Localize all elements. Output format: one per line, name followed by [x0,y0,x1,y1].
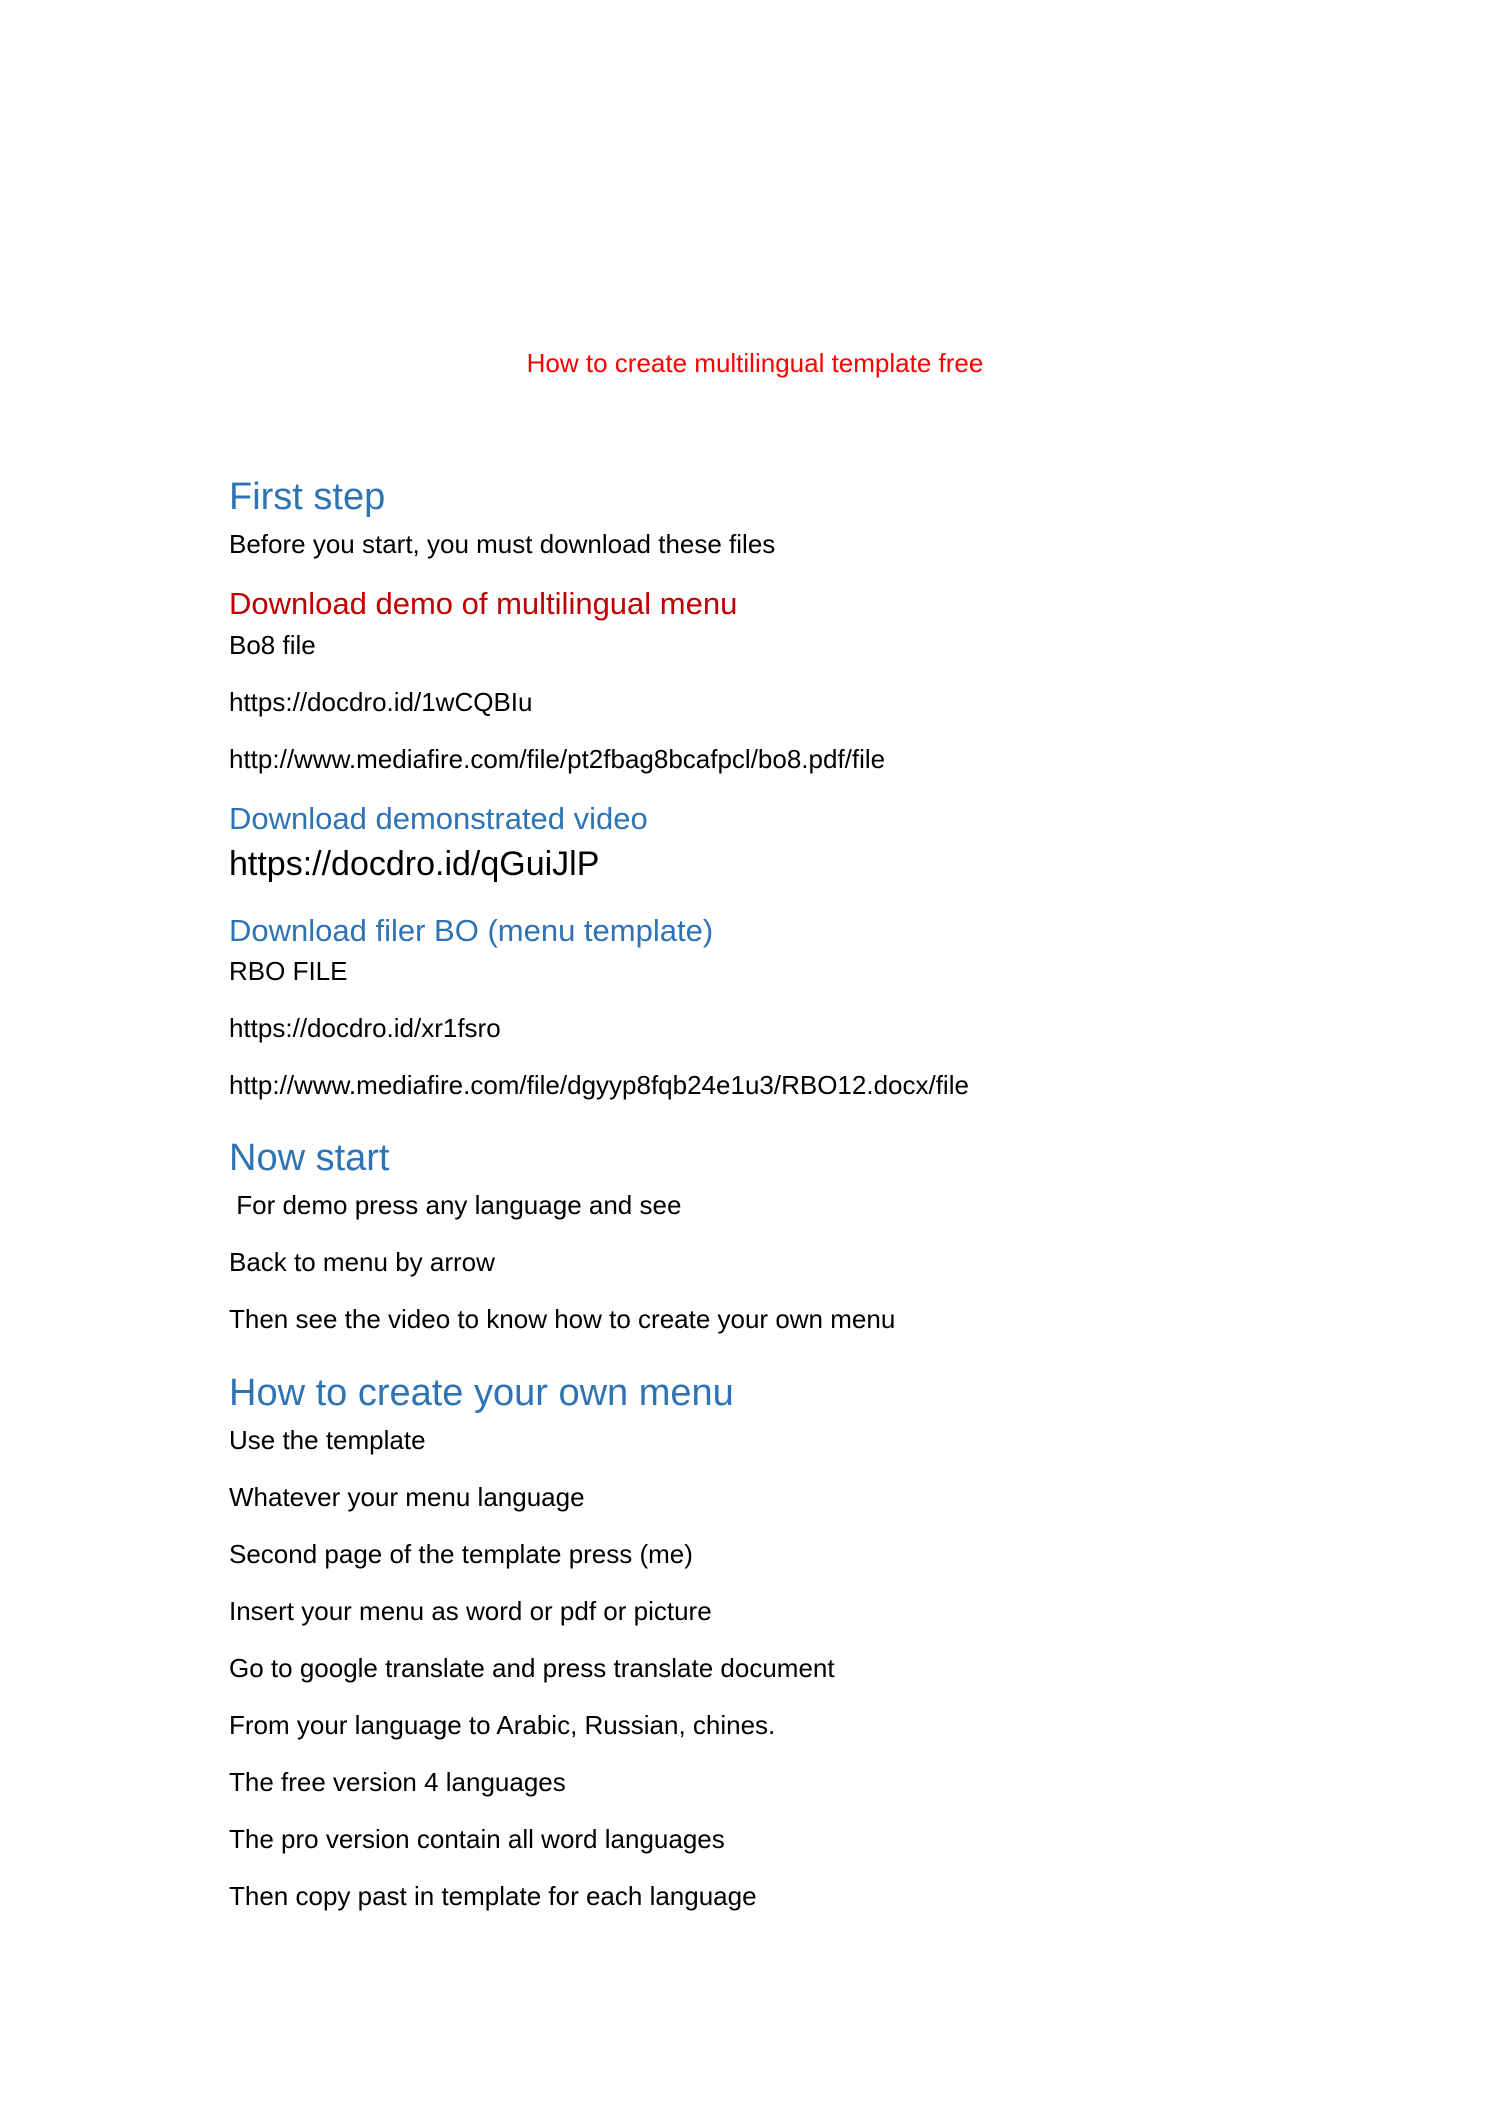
create-menu-line: Whatever your menu language [229,1482,585,1512]
document-title: How to create multilingual template free [526,348,984,378]
now-start-line: For demo press any language and see [229,1190,682,1220]
heading-download-filer: Download filer BO (menu template) [229,913,714,948]
create-menu-line: The free version 4 languages [229,1767,566,1797]
video-docdro-link: https://docdro.id/qGuiJlP [229,845,600,883]
create-menu-line: Insert your menu as word or pdf or picture [229,1596,712,1626]
heading-download-video: Download demonstrated video [229,801,648,836]
create-menu-line: Use the template [229,1425,426,1455]
create-menu-line: Go to google translate and press translate document [229,1653,835,1683]
heading-first-step: First step [229,476,386,518]
rbo-mediafire-link: http://www.mediafire.com/file/dgyyp8fqb24e1u3/RBO12.docx/file [229,1070,969,1100]
heading-now-start: Now start [229,1137,390,1179]
now-start-line: Then see the video to know how to create your own menu [229,1304,896,1334]
heading-create-menu: How to create your own menu [229,1372,734,1414]
create-menu-line: Then copy past in template for each language [229,1881,757,1911]
heading-download-demo: Download demo of multilingual menu [229,586,738,621]
create-menu-line: From your language to Arabic, Russian, chines. [229,1710,776,1740]
bo8-mediafire-link: http://www.mediafire.com/file/pt2fbag8bcafpcl/bo8.pdf/file [229,744,886,774]
create-menu-line: The pro version contain all word languages [229,1824,725,1854]
now-start-line: Back to menu by arrow [229,1247,495,1277]
first-step-intro: Before you start, you must download these files [229,529,776,559]
bo8-docdro-link: https://docdro.id/1wCQBIu [229,687,533,717]
bo8-file-label: Bo8 file [229,630,316,660]
rbo-file-label: RBO FILE [229,956,348,986]
create-menu-line: Second page of the template press (me) [229,1539,693,1569]
rbo-docdro-link: https://docdro.id/xr1fsro [229,1013,501,1043]
